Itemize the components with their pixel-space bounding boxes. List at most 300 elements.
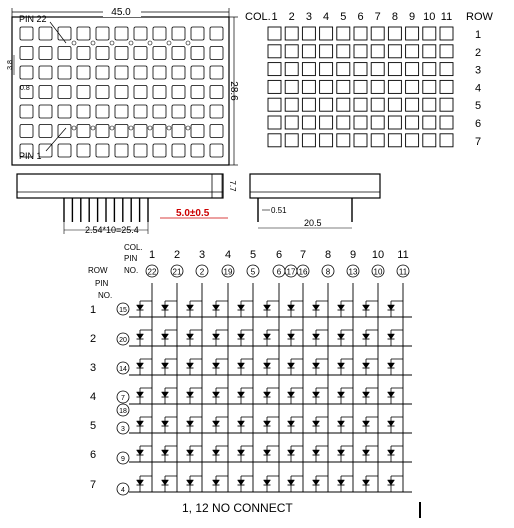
col-pin-number: 11 — [398, 267, 408, 277]
col-pin-number: 13 — [348, 267, 358, 277]
diode-symbol — [363, 480, 370, 485]
col-pin-number: 16 — [298, 267, 308, 277]
matrix-cell — [440, 116, 453, 129]
diode-symbol — [264, 480, 271, 485]
diode-symbol — [264, 421, 271, 426]
front-dot — [115, 86, 128, 99]
diode-symbol — [162, 305, 169, 310]
front-dot — [134, 47, 147, 60]
front-dot — [191, 144, 204, 157]
schematic-wires — [129, 283, 412, 492]
row-pin-number: 20 — [119, 337, 127, 344]
matrix-cell — [268, 27, 281, 40]
matrix-cell — [320, 80, 333, 93]
schematic-col-numbers — [149, 249, 409, 261]
matrix-cell — [268, 116, 281, 129]
front-dot — [96, 47, 109, 60]
diode-symbol — [313, 363, 320, 368]
pin22-label: PIN 22 — [19, 14, 47, 24]
col-pin-number: 10 — [373, 267, 383, 277]
matrix-cell — [388, 27, 401, 40]
lead-length-label: 5.0±0.5 — [176, 208, 210, 219]
matrix-col-number: 1 — [271, 11, 278, 23]
dot-size-label: 0.8 — [20, 85, 30, 92]
front-dot — [115, 125, 128, 138]
diode-symbol — [213, 480, 220, 485]
matrix-cell — [371, 98, 384, 111]
front-dot — [134, 125, 147, 138]
matrix-cell — [440, 98, 453, 111]
diode-symbol — [363, 450, 370, 455]
matrix-cell — [440, 45, 453, 58]
front-dot — [191, 125, 204, 138]
schematic — [88, 243, 420, 518]
matrix-cell — [337, 45, 350, 58]
matrix-cell — [320, 116, 333, 129]
matrix-row-number: 3 — [474, 64, 482, 77]
diode-symbol — [288, 480, 295, 485]
matrix-cell — [337, 27, 350, 40]
matrix-cell — [388, 45, 401, 58]
front-dot — [191, 105, 204, 118]
front-dot — [58, 66, 71, 79]
diode-symbol — [338, 450, 345, 455]
col-pin-label: PIN — [124, 254, 138, 263]
diode-symbol — [288, 305, 295, 310]
diode-symbol — [162, 334, 169, 339]
matrix-cell — [371, 134, 384, 147]
matrix-cell — [388, 80, 401, 93]
schematic-col-number: 11 — [397, 249, 409, 261]
matrix-col-number: 6 — [357, 11, 364, 23]
row-pin-number: 3 — [121, 426, 125, 433]
matrix-col-number: 3 — [305, 11, 312, 23]
matrix-cell — [285, 134, 298, 147]
matrix-cell — [354, 134, 367, 147]
diode-symbol — [162, 421, 169, 426]
matrix-cell — [320, 98, 333, 111]
front-dot — [115, 47, 128, 60]
front-dot — [153, 144, 166, 157]
diode-symbol — [388, 450, 395, 455]
diode-symbol — [288, 450, 295, 455]
front-dot — [20, 125, 33, 138]
diode-symbol — [187, 480, 194, 485]
front-dot — [96, 27, 109, 40]
front-dot — [20, 47, 33, 60]
diode-symbol — [238, 421, 245, 426]
diode-symbol — [238, 305, 245, 310]
matrix-cell — [320, 134, 333, 147]
matrix-row-number: 5 — [474, 100, 482, 113]
matrix-cell — [337, 98, 350, 111]
front-dot — [39, 66, 52, 79]
col-pin-number: 19 — [223, 267, 233, 277]
diode-symbol — [238, 450, 245, 455]
matrix-cell — [302, 80, 315, 93]
matrix-cell — [268, 80, 281, 93]
diode-symbol — [238, 363, 245, 368]
matrix-cell — [406, 134, 419, 147]
front-dot — [96, 66, 109, 79]
schematic-row-number: 1 — [89, 304, 97, 316]
matrix-cell — [423, 80, 436, 93]
matrix-cell — [320, 45, 333, 58]
matrix-cell — [285, 80, 298, 93]
matrix-cell — [406, 27, 419, 40]
matrix-cell-grid — [268, 27, 453, 147]
front-dot — [153, 125, 166, 138]
front-dot — [191, 27, 204, 40]
diode-symbol — [187, 450, 194, 455]
diode-symbol — [313, 392, 320, 397]
diode-symbol — [137, 480, 144, 485]
diode-symbol — [363, 421, 370, 426]
col-no-label: NO. — [124, 266, 139, 275]
diode-symbol — [238, 392, 245, 397]
matrix-col-header: COL. — [245, 11, 271, 23]
schematic-col-number: 3 — [198, 249, 206, 261]
matrix-cell — [423, 45, 436, 58]
height-label: 28.6 — [228, 81, 239, 101]
front-dot — [210, 66, 223, 79]
front-dot — [134, 27, 147, 40]
front-dot — [115, 66, 128, 79]
col-pin-number: 5 — [250, 267, 256, 277]
front-dot — [134, 66, 147, 79]
diode-symbol — [363, 305, 370, 310]
matrix-col-number: 9 — [409, 11, 416, 23]
diode-symbol — [338, 421, 345, 426]
matrix-cell — [268, 45, 281, 58]
matrix-col-numbers — [271, 11, 452, 23]
row-label: ROW — [88, 266, 108, 275]
front-dot — [172, 105, 185, 118]
pin22-leader — [50, 22, 66, 43]
front-dot — [210, 86, 223, 99]
schematic-row-number: 5 — [89, 420, 97, 432]
diode-symbol — [137, 363, 144, 368]
diode-symbol — [162, 392, 169, 397]
diode-symbol — [137, 334, 144, 339]
matrix-cell — [423, 98, 436, 111]
matrix-cell — [406, 63, 419, 76]
diode-symbol — [363, 334, 370, 339]
front-dot — [77, 47, 90, 60]
package-outline — [12, 17, 229, 165]
matrix-cell — [440, 27, 453, 40]
pin-marker — [72, 126, 76, 130]
pin-marker — [72, 41, 76, 45]
front-dot — [153, 105, 166, 118]
diode-symbol — [213, 305, 220, 310]
schematic-row-numbers — [90, 304, 96, 491]
front-dot — [153, 27, 166, 40]
front-dot — [77, 66, 90, 79]
front-dot — [39, 125, 52, 138]
front-dot — [77, 144, 90, 157]
matrix-col-number: 11 — [440, 11, 453, 23]
front-dot — [39, 86, 52, 99]
pin-marker — [186, 41, 190, 45]
matrix-cell — [371, 27, 384, 40]
row-pin-label: PIN — [95, 279, 109, 288]
col-pin-number: 6 — [276, 267, 282, 277]
front-dot — [191, 47, 204, 60]
front-dot — [172, 86, 185, 99]
diode-symbol — [213, 392, 220, 397]
diode-symbol — [162, 480, 169, 485]
diode-symbol — [137, 450, 144, 455]
front-dot — [20, 66, 33, 79]
matrix-row-number: 7 — [474, 135, 482, 148]
schematic-row-number: 4 — [89, 391, 97, 403]
side-height-label: 7.7 — [228, 180, 237, 192]
diode-symbol — [137, 305, 144, 310]
matrix-row-number: 2 — [474, 46, 482, 59]
matrix-cell — [406, 45, 419, 58]
matrix-cell — [302, 98, 315, 111]
pin-marker — [167, 41, 171, 45]
diode-symbol — [137, 392, 144, 397]
matrix-cell — [354, 27, 367, 40]
front-dot — [58, 86, 71, 99]
diode-symbol — [187, 363, 194, 368]
front-dot-grid — [20, 27, 223, 157]
front-dot — [115, 144, 128, 157]
diode-symbol — [264, 363, 271, 368]
diode-symbol — [187, 392, 194, 397]
schematic-col-number: 9 — [349, 249, 357, 261]
col-pin-number: 22 — [147, 267, 157, 277]
schematic-col-number: 5 — [249, 249, 257, 261]
matrix-col-number: 5 — [340, 11, 347, 23]
row-pin-number: 15 — [119, 307, 127, 314]
schematic-col-number: 6 — [275, 249, 283, 261]
pitch-label: 3.8 — [7, 60, 14, 70]
schematic-row-number: 3 — [89, 362, 97, 374]
front-view — [7, 6, 239, 165]
front-dot — [58, 47, 71, 60]
matrix-col-number: 4 — [323, 11, 330, 23]
matrix-row-numbers — [475, 29, 481, 148]
diode-symbol — [388, 421, 395, 426]
pin-marker — [110, 41, 114, 45]
end-body — [250, 174, 380, 198]
front-dot — [39, 47, 52, 60]
front-dot — [96, 125, 109, 138]
row-no-label: NO. — [98, 291, 113, 300]
schematic-row-number: 2 — [89, 333, 97, 345]
diode-symbol — [187, 334, 194, 339]
front-dot — [134, 144, 147, 157]
matrix-cell — [354, 80, 367, 93]
diode-symbol — [388, 334, 395, 339]
matrix-cell — [302, 63, 315, 76]
schematic-col-number: 1 — [148, 249, 156, 261]
col-pin-number: 8 — [325, 267, 331, 277]
matrix-cell — [354, 116, 367, 129]
matrix-cell — [302, 27, 315, 40]
diode-symbol — [162, 363, 169, 368]
matrix-cell — [423, 116, 436, 129]
row-pin-number: 18 — [119, 408, 127, 415]
schematic-col-number: 7 — [299, 249, 307, 261]
schematic-row-pins — [117, 303, 129, 495]
front-dot — [58, 27, 71, 40]
diode-symbol — [363, 392, 370, 397]
matrix-cell — [371, 45, 384, 58]
matrix-cell — [440, 80, 453, 93]
front-dot — [172, 125, 185, 138]
matrix-col-number: 8 — [391, 11, 398, 23]
diode-symbol — [388, 363, 395, 368]
front-dot — [134, 86, 147, 99]
front-dot — [39, 105, 52, 118]
matrix-cell — [354, 45, 367, 58]
diode-symbol — [288, 421, 295, 426]
front-dot — [58, 105, 71, 118]
side-body — [17, 174, 223, 198]
matrix-cell — [406, 80, 419, 93]
matrix-cell — [302, 45, 315, 58]
pin-marker — [148, 41, 152, 45]
diode-symbol — [313, 450, 320, 455]
front-dot — [172, 27, 185, 40]
row-pin-number: 14 — [119, 366, 127, 373]
diode-symbol — [338, 480, 345, 485]
front-dot — [96, 144, 109, 157]
matrix-cell — [388, 98, 401, 111]
matrix-cell — [440, 63, 453, 76]
diode-symbol — [264, 450, 271, 455]
matrix-cell — [406, 116, 419, 129]
side-leads — [64, 198, 148, 222]
col-pin-number: 2 — [199, 267, 205, 277]
front-dot — [77, 86, 90, 99]
front-dot — [77, 105, 90, 118]
pin1-label: PIN 1 — [19, 151, 42, 161]
front-dot — [191, 66, 204, 79]
diode-symbol — [238, 334, 245, 339]
diode-symbol — [264, 305, 271, 310]
diode-symbol — [187, 421, 194, 426]
matrix-cell — [423, 63, 436, 76]
diode-symbol — [238, 480, 245, 485]
lead-dia-label: 0.51 — [271, 206, 287, 215]
front-dot — [77, 125, 90, 138]
matrix-cell — [354, 63, 367, 76]
diode-symbol — [137, 421, 144, 426]
diode-symbol — [213, 334, 220, 339]
diode-symbol — [388, 305, 395, 310]
matrix-cell — [320, 27, 333, 40]
diode-symbol — [363, 363, 370, 368]
schematic-col-number: 4 — [224, 249, 232, 261]
front-dot — [96, 86, 109, 99]
pin1-leader — [46, 128, 66, 151]
col-pin-number: 21 — [172, 267, 182, 277]
diode-symbol — [313, 334, 320, 339]
col-label: COL. — [124, 243, 143, 252]
front-dot — [153, 47, 166, 60]
diode-symbol — [264, 392, 271, 397]
matrix-row-number: 4 — [474, 82, 482, 95]
matrix-cell — [320, 63, 333, 76]
pin-marker — [186, 126, 190, 130]
matrix-col-number: 7 — [374, 11, 381, 23]
end-view — [250, 174, 380, 228]
matrix-cell — [268, 63, 281, 76]
front-dot — [153, 86, 166, 99]
diode-symbol — [313, 305, 320, 310]
diode-symbol — [288, 363, 295, 368]
front-dot — [191, 86, 204, 99]
matrix-cell — [354, 98, 367, 111]
front-dot — [58, 144, 71, 157]
diode-symbol — [288, 392, 295, 397]
schematic-col-pins — [146, 265, 409, 277]
front-dot — [172, 144, 185, 157]
depth-label: 20.5 — [304, 218, 322, 228]
pin-marker — [167, 126, 171, 130]
row-pin-number: 7 — [121, 395, 125, 402]
matrix-cell — [302, 134, 315, 147]
pin-marker — [148, 126, 152, 130]
matrix-cell — [285, 27, 298, 40]
matrix-cell — [285, 116, 298, 129]
matrix-row-header: ROW — [466, 11, 493, 23]
matrix-row-number: 6 — [474, 118, 482, 130]
diode-symbol — [338, 363, 345, 368]
matrix-cell — [285, 45, 298, 58]
front-dot — [20, 27, 33, 40]
side-view — [17, 174, 237, 235]
diode-symbol — [338, 305, 345, 310]
front-dot — [58, 125, 71, 138]
matrix-cell — [302, 116, 315, 129]
front-dot — [77, 27, 90, 40]
matrix-cell — [423, 134, 436, 147]
row-pin-number: 4 — [121, 487, 125, 494]
front-dot — [210, 125, 223, 138]
diode-symbol — [338, 392, 345, 397]
matrix-cell — [406, 98, 419, 111]
schematic-row-number: 6 — [89, 449, 97, 461]
front-dot — [134, 105, 147, 118]
matrix-cell — [388, 134, 401, 147]
schematic-diodes — [137, 301, 404, 492]
diode-symbol — [213, 421, 220, 426]
row-pin-number: 9 — [121, 456, 125, 463]
front-dot — [210, 105, 223, 118]
front-dot — [210, 47, 223, 60]
matrix-view — [245, 11, 494, 148]
matrix-row-number: 1 — [474, 29, 482, 41]
matrix-cell — [337, 63, 350, 76]
diode-symbol — [162, 450, 169, 455]
schematic-row-number: 7 — [89, 479, 97, 491]
matrix-cell — [388, 63, 401, 76]
matrix-cell — [337, 134, 350, 147]
front-dot — [115, 105, 128, 118]
front-dot — [39, 27, 52, 40]
matrix-cell — [440, 134, 453, 147]
front-dot — [115, 27, 128, 40]
diode-symbol — [213, 363, 220, 368]
front-dot — [20, 105, 33, 118]
pin-marker — [129, 126, 133, 130]
